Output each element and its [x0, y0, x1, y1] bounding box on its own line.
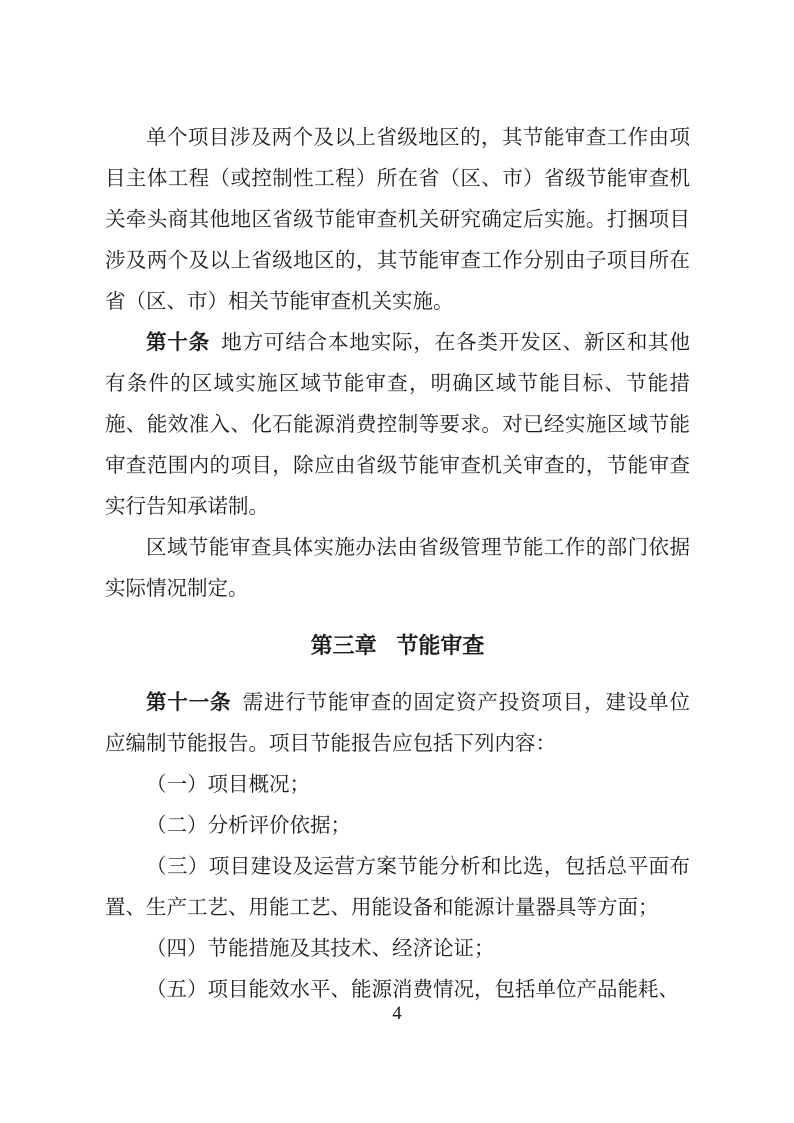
page-number: 4 — [392, 1003, 402, 1024]
paragraph-text: 单个项目涉及两个及以上省级地区的，其节能审查工作由项目主体工程（或控制性工程）所在省（区、市）省级节能审查机关牵头商其他地区省级节能审查机关研究确定后实施。打捆项目涉及两个及以上省级地区的，其节能审查工作分别由子项目所在省（区、市）相关节能审查机关实施。 — [105, 127, 690, 313]
paragraph-text: 需进行节能审查的固定资产投资项目，建设单位应编制节能报告。项目节能报告应包括下列内容： — [105, 692, 691, 755]
article-11-label: 第十一条 — [146, 692, 232, 714]
paragraph-text: （五）项目能效水平、能源消费情况，包括单位产品能耗、 — [146, 979, 679, 1001]
paragraph-text: 区域节能审查具体实施办法由省级管理节能工作的部门依据实际情况制定。 — [105, 537, 690, 600]
list-item-4 — [105, 929, 690, 970]
chapter-3-heading — [105, 625, 690, 666]
paragraph-text: 地方可结合本地实际，在各类开发区、新区和其他有条件的区域实施区域节能审查，明确区域节能目标、节能措施、能效准入、化石能源消费控制等要求。对已经实施区域节能审查范围内的项目，除应由省级节能审查机关审查的，节能审查实行告知承诺制。 — [105, 332, 691, 518]
chapter-number: 第三章 — [310, 633, 377, 658]
paragraph-text: （三）项目建设及运营方案节能分析和比选，包括总平面布置、生产工艺、用能工艺、用能设备和能源计量器具等方面； — [105, 856, 690, 919]
article-10-label: 第十条 — [146, 332, 211, 354]
paragraph-article-11 — [105, 683, 690, 765]
paragraph-article-10 — [105, 323, 690, 528]
paragraph-regional-review-measures — [105, 528, 690, 610]
document-body — [105, 118, 690, 1011]
paragraph-text: （二）分析评价依据； — [146, 815, 351, 837]
list-item-2 — [105, 806, 690, 847]
list-item-3 — [105, 847, 690, 929]
paragraph-text: （四）节能措施及其技术、经济论证； — [146, 938, 495, 960]
paragraph-multi-province-projects — [105, 118, 690, 323]
list-item-1 — [105, 765, 690, 806]
chapter-title: 节能审查 — [396, 633, 485, 658]
paragraph-text: （一）项目概况； — [146, 774, 310, 796]
